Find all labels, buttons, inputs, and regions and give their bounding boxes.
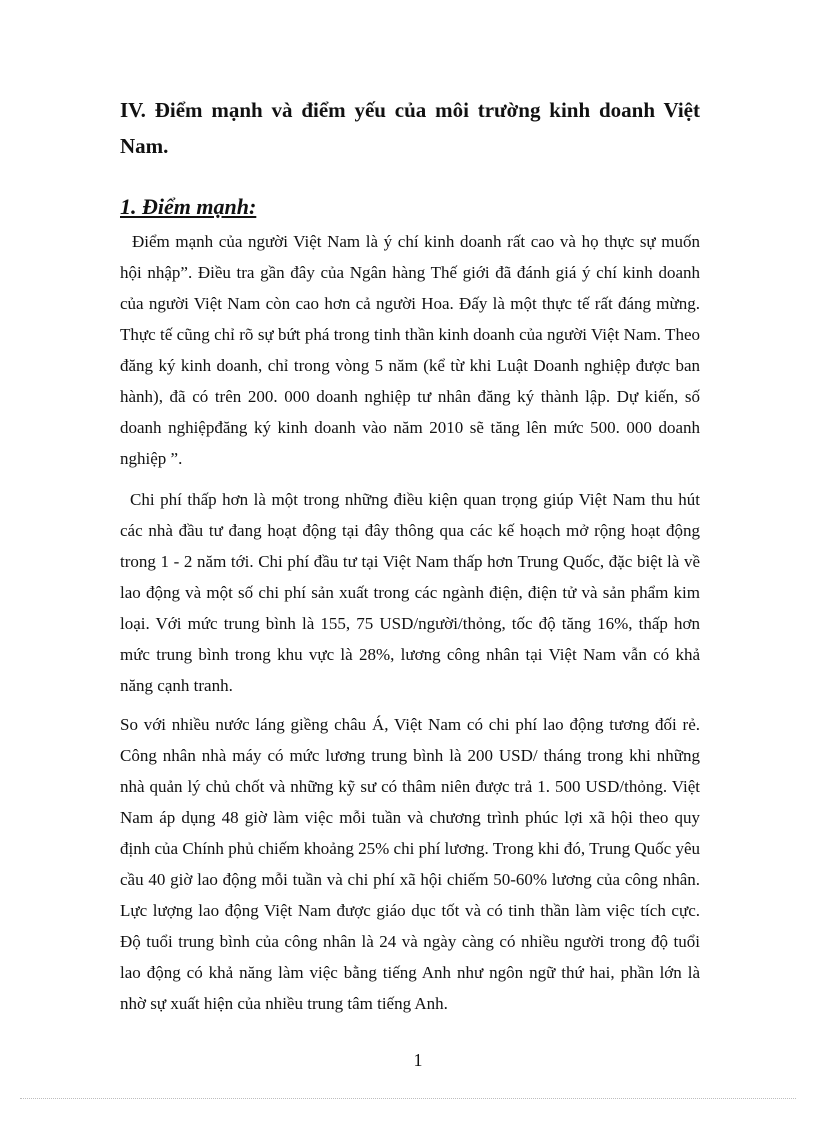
- subsection-title: 1. Điểm mạnh:: [120, 194, 257, 219]
- section-title: IV. Điểm mạnh và điểm yếu của môi trường kinh doanh Việt Nam.: [120, 98, 700, 158]
- paragraph-strengths-intro: Điểm mạnh của người Việt Nam là ý chí kinh doanh rất cao và họ thực sự muốn hội nhập”. Điều tra gần đây của Ngân hàng Thế giới đã đánh giá ý chí kinh doanh của người Việt Nam còn cao hơn cả người Hoa. Đấy là một thực tế rất đáng mừng. Thực tế cũng chỉ rõ sự bứt phá trong tinh thần kinh doanh của người Việt Nam. Theo đăng ký kinh doanh, chỉ trong vòng 5 năm (kể từ khi Luật Doanh nghiệp được ban hành), đã có trên 200. 000 doanh nghiệp tư nhân đăng ký thành lập. Dự kiến, số doanh nghiệpđăng ký kinh doanh vào năm 2010 sẽ tăng lên mức 500. 000 doanh nghiệp ”.: [120, 232, 700, 468]
- paragraph-low-cost: Chi phí thấp hơn là một trong những điều kiện quan trọng giúp Việt Nam thu hút các nhà đầu tư đang hoạt động tại đây thông qua các kế hoạch mở rộng hoạt động trong 1 - 2 năm tới. Chi phí đầu tư tại Việt Nam thấp hơn Trung Quốc, đặc biệt là về lao động và một số chi phí sản xuất trong các ngành điện, điện tử và sản phẩm kim loại. Với mức trung bình là 155, 75 USD/người/thỏng, tốc độ tăng 16%, thấp hơn mức trung bình trong khu vực là 28%, lương công nhân tại Việt Nam vẫn có khả năng cạnh tranh.: [120, 490, 700, 695]
- page-number: 1: [413, 1050, 423, 1070]
- paragraph-labor-cost: So với nhiều nước láng giềng châu Á, Việt Nam có chi phí lao động tương đối rẻ. Công nhân nhà máy có mức lương trung bình là 200 USD/ tháng trong khi những nhà quản lý chủ chốt và những kỹ sư có thâm niên được trả 1. 500 USD/thỏng. Việt Nam áp dụng 48 giờ làm việc mỗi tuần và chương trình phúc lợi xã hội theo quy định của Chính phủ chiếm khoảng 25% chi phí lương. Trong khi đó, Trung Quốc yêu cầu 40 giờ lao động mỗi tuần và chi phí xã hội chiếm 50-60% lương của công nhân. Lực lượng lao động Việt Nam được giáo dục tốt và có tinh thần làm việc tích cực. Độ tuổi trung bình của công nhân là 24 và ngày càng có nhiều người trong độ tuổi lao động có khả năng làm việc bằng tiếng Anh như ngôn ngữ thứ hai, phần lớn là nhờ sự xuất hiện của nhiều trung tâm tiếng Anh.: [120, 715, 700, 1013]
- page-bottom-divider: [20, 1098, 796, 1099]
